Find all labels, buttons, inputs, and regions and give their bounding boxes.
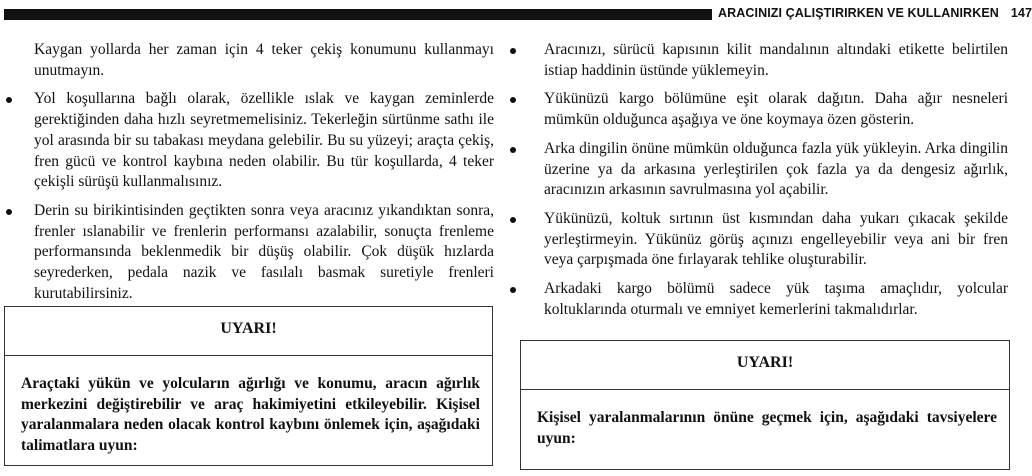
bullet-icon (510, 48, 516, 54)
header-rule (4, 9, 712, 20)
list-item (510, 209, 1008, 271)
bullet-icon (510, 97, 516, 103)
warning-box-right (520, 340, 1010, 470)
list-item (510, 89, 1008, 130)
list-item-text: Arka dingilin önüne mümkün olduğunca fazla yük yükleyin. Arka dingilin üzerine ya da arkasına yerleştirilen çok fazla ya da dengesiz ağırlık, aracınızın arkasının savrulmasına yol açabilir. (544, 139, 1008, 199)
page-number: 147 (1010, 6, 1032, 20)
list-item-text: Yol koşullarına bağlı olarak, özellikle ıslak ve kaygan zeminlerde gerektiğinden daha hızlı seyretmemelisiniz. Tekerleğin sürtünme sathı ile yol arasında bir su tabakası meydana gelebilir. Bu su yüzeyi; araçta çekiş, fren gücü ve kontrol kaybına neden olabilir. Bu tür koşullarda, 4 teker çekişli sürüşü kullanmalısınız. (34, 90, 494, 191)
bullet-icon (510, 147, 516, 153)
warning-box-left (4, 306, 493, 466)
section-title: ARACINIZI ÇALIŞTIRIRKEN VE KULLANIRKEN (718, 6, 999, 20)
list-item (6, 89, 494, 193)
lead-paragraph: Kaygan yollarda her zaman için 4 teker çekiş konumunu kullanmayı unutmayın. (34, 41, 494, 79)
list-item-text: Aracınızı, sürücü kapısının kilit mandalının altındaki etikette belirtilen istiap haddinin üstünde yüklemeyin. (544, 41, 1008, 79)
list-item-text: Derin su birikintisinden geçtikten sonra veya aracınız yıkandıktan sonra, frenler ıslanabilir ve frenlerin performansı azalabilir, sonuçta frenleme performansında beklenmedik bir düşüş olabilir. Çok düşük hızlarda seyrederken, pedala nazik ve fasılalı basmak suretiyle frenleri kurutabilirsiniz. (34, 201, 494, 302)
bullet-icon (510, 287, 516, 293)
list-item (6, 201, 494, 305)
warning-title: UYARI! (5, 307, 492, 356)
bullet-icon (6, 97, 12, 103)
warning-body: Araçtaki yükün ve yolcuların ağırlığı ve konumu, aracın ağırlık merkezini değiştirebilir ve araç hakimiyetini etkileyebilir. Kişisel yaralanmalara neden olacak kontrol kaybını önlemek için, aşağıdaki talimatlara uyun: (21, 375, 480, 454)
left-column (6, 40, 494, 312)
list-item (510, 40, 1008, 81)
running-header (718, 6, 1032, 20)
bullet-icon (6, 209, 12, 215)
warning-body: Kişisel yaralanmalarının önüne geçmek için, aşağıdaki tavsiyelere uyun: (537, 409, 997, 447)
list-item-text: Yükünüzü kargo bölümüne eşit olarak dağıtın. Daha ağır nesneleri mümkün olduğunca aşağıya ve öne koymaya özen gösterin. (544, 90, 1008, 129)
list-item (510, 279, 1008, 320)
right-column (510, 40, 1008, 328)
bullet-icon (510, 217, 516, 223)
list-item (510, 139, 1008, 201)
list-item-text: Arkadaki kargo bölümü sadece yük taşıma amaçlıdır, yolcular koltuklarında oturmalı ve emniyet kemerlerini takmalıdırlar. (544, 280, 1008, 318)
warning-title: UYARI! (521, 341, 1009, 390)
list-item-text: Yükünüzü, koltuk sırtının üst kısmından daha yukarı çıkacak şekilde yerleştirmeyin. Yükünüz görüş açınızı engelleyebilir veya ani bir fren veya çarpışmada öne fırlayarak tehlike oluşturabilir. (544, 209, 1008, 269)
